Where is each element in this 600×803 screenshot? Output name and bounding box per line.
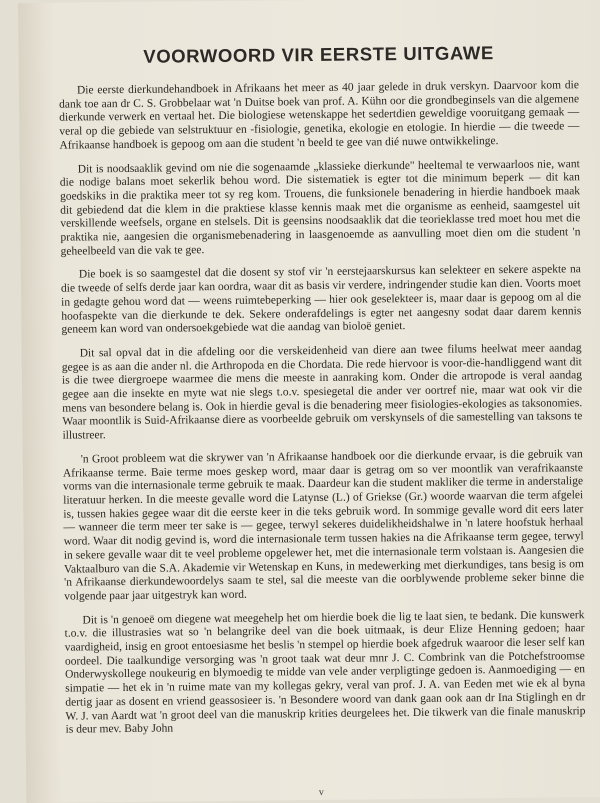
paragraph-4: Dit sal opval dat in die afdeling oor die verskeidenheid van diere aan twee filums heelwat meer aandag gegee is as aan die ander nl. die Arthropoda en die Chordata. Die rede hiervoor is voor-die-handliggend want dit is die twee diergroepe waarmee die mens die meeste in aanraking kom. Onder die artropode is veral aandag gegee aan die insekte en myte wat nie slegs t.o.v. spesiegetal die ander ver oortref nie, maar wat ook vir die mens van besondere belang is. Ook in hierdie geval is die benadering meer fisiologies-ekologies as taksonomies. Waar moontlik is Suid-Afrikaanse diere as voorbeelde gebruik om verskynsels of die samestelling van taksons te illustreer. (61, 342, 583, 442)
page-title: VOORWOORD VIR EERSTE UITGAWE (143, 42, 494, 67)
paragraph-3: Die boek is so saamgestel dat die dosent sy stof vir 'n eerstejaarskursus kan selekteer en sekere aspekte na die tweede of selfs derde jaar kan oordra, waar dit as basis vir verdere, indringender studie kan dien. Voorts moet in gedagte gehou word dat — weens ruimtebeperking — hier ook geselekteer is, maar daar is gepoog om al die hoofaspekte van die dierkunde te dek. Sekere onderafdelings is egter net aangesny sodat daar darem kennis geneem kan word van ondersoekgebiede wat die aandag van bioloë geniet. (60, 263, 582, 336)
paragraph-6: Dit is 'n genoeë om diegene wat meegehelp het om hierdie boek die lig te laat sien, te bedank. Die kunswerk t.o.v. die illustrasies wat so 'n belangrike deel van die boek uitmaak, is deur Elize Henning gedoen; haar vaardigheid, insig en groot entoesiasme het beslis 'n stempel op hierdie boek afgedruk waaroor die leser self kan oordeel. Die taalkundige versorging was 'n groot taak wat deur mnr J. C. Combrink van die Potchefstroomse Onderwyskollege noukeurig en blymoedig te midde van vele ander verpligtinge gedoen is. Aanmoediging — en simpatie — het ek in 'n ruime mate van my kollegas gekry, veral van prof. J. A. van Eeden met wie ek al byna dertig jaar as dosent en vriend geassosieer is. 'n Besondere woord van dank gaan ook aan dr Ina Stiglingh en dr W. J. van Aardt wat 'n groot deel van die manuskrip krities deurgelees het. Die tikwerk van die finale manuskrip is deur mev. Baby John (64, 608, 586, 736)
page-number: v (318, 786, 324, 798)
paragraph-2: Dit is noodsaaklik gevind om nie die sogenaamde „klassieke dierkunde" heeltemal te verwaarloos nie, want die nodige balans moet sekerlik behou word. Die sistematiek is egter tot die minimum beperk — dit kan goedskiks in die praktika meer tot sy reg kom. Trouens, die funksionele benadering in hierdie handboek maak dit gebiedend dat die klem in die praktiese klasse kennis maak met die organisme as eenheid, saamgestel uit verskillende weefsels, organe en stelsels. Dit is geensins noodsaaklik dat die teorieklasse tred moet hou met die praktika nie, aangesien die organismebenadering in laasgenoemde as aanvulling moet dien om die student 'n geheelbeeld van die vak te gee. (59, 157, 581, 258)
book-page (18, 0, 600, 803)
page-content (58, 41, 585, 747)
paragraph-5: 'n Groot probleem wat die skrywer van 'n Afrikaanse handboek oor die dierkunde ervaar, is die gebruik van Afrikaanse terme. Baie terme moes geskep word, maar daar is getrag om so ver moontlik van verafrikaanste vorms van die internasionale terme gebruik te maak. Daardeur kan die student makliker die terme in anderstalige literatuur herken. In die meeste gevalle word die Latynse (L.) of Griekse (Gr.) woorde waarvan die term afgelei is, tussen hakies gegee waar dit die eerste keer in die teks gebruik word. In sommige gevalle word dit eers later — wanneer die term meer ter sake is — gegee, terwyl sekeres duidelikheidshalwe in 'n latere hoofstuk herhaal word. Waar dit nodig gevind is, word die internasionale term tussen hakies na die Afrikaanse term gegee, terwyl in sekere gevalle waar dit te veel probleme opgelewer het, met die internasionale term volstaan is. Aangesien die Vaktaalburo van die S.A. Akademie vir Wetenskap en Kuns, in medewerking met dierkundiges, tans besig is om 'n Afrikaanse dierkundewoordelys saam te stel, sal die meeste van die oorblywende probleme seker binne die volgende paar jaar uitgestryk kan word. (62, 448, 585, 603)
paragraph-1: Die eerste dierkundehandboek in Afrikaans het meer as 40 jaar gelede in druk verskyn. Daarvoor kom die dank toe aan dr C. S. Grobbelaar wat 'n Duitse boek van prof. A. Kühn oor die grondbeginsels van die algemene dierkunde verwerk en vertaal het. Die biologiese wetenskappe het sedertdien geweldige vooruitgang gemaak — veral op die gebiede van selstruktuur en -fisiologie, genetika, ekologie en etologie. In hierdie — die tweede — Afrikaanse handboek is gepoog om aan die student 'n beeld te gee van dié nuwe ontwikkelinge. (59, 79, 580, 152)
